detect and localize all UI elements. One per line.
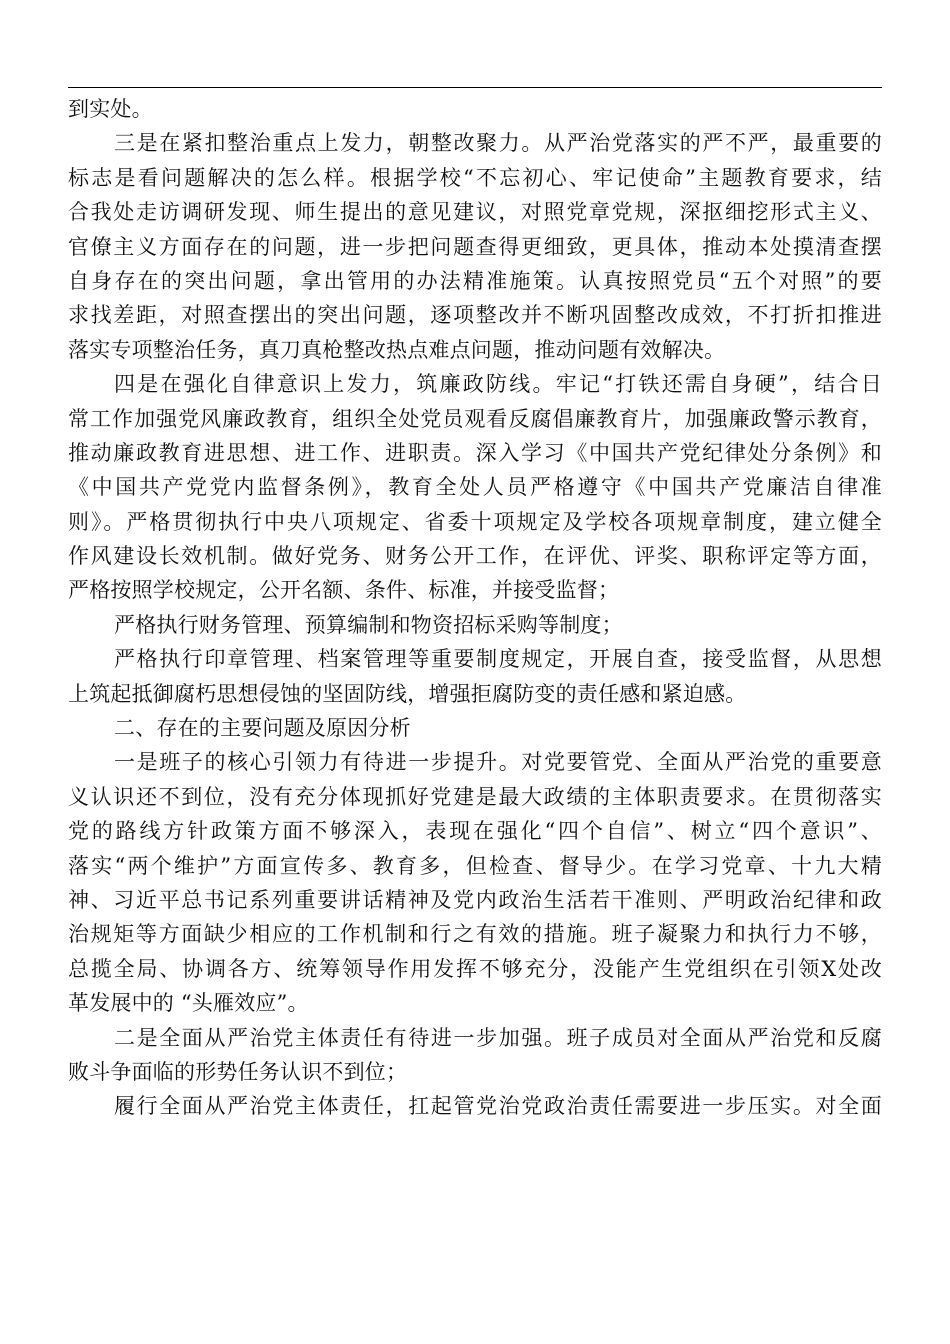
text-line: 履行全面从严治党主体责任，扛起管党治党政治责任需要进一步压实。对全面	[114, 1094, 882, 1119]
text-line: 求找差距，对照查摆出的突出问题，逐项整改并不断巩固整改成效，不打折扣推进	[68, 303, 882, 328]
text-line: 四是在强化自律意识上发力，筑廉政防线。牢记“打铁还需自身硬”，结合日	[114, 372, 882, 397]
text-line: 一是班子的核心引领力有待进一步提升。对党要管党、全面从严治党的重要意	[114, 750, 882, 775]
text-line: 败斗争面临的形势任务认识不到位；	[68, 1059, 408, 1084]
text-line: 三是在紧扣整治重点上发力，朝整改聚力。从严治党落实的严不严，最重要的	[114, 131, 882, 156]
text-line: 严格执行印章管理、档案管理等重要制度规定，开展自查，接受监督，从思想	[114, 647, 882, 672]
text-line: 神、习近平总书记系列重要讲话精神及党内政治生活若干准则、严明政治纪律和政	[68, 887, 882, 912]
text-line: 到实处。	[68, 97, 153, 121]
text-line: 严格执行财务管理、预算编制和物资招标采购等制度；	[114, 612, 623, 637]
text-line: 落实“两个维护”方面宣传多、教育多，但检查、督导少。在学习党章、十九大精	[68, 853, 882, 878]
text-line: 推动廉政教育进思想、进工作、进职责。深入学习《中国共产党纪律处分条例》和	[68, 440, 882, 465]
text-line: 官僚主义方面存在的问题，进一步把问题查得更细致，更具体，推动本处摸清查摆	[68, 234, 882, 259]
text-line: 则》。严格贯彻执行中央八项规定、省委十项规定及学校各项规章制度，建立健全	[68, 509, 882, 534]
text-line: 上筑起抵御腐朽思想侵蚀的坚固防线，增强拒腐防变的责任感和紧迫感。	[68, 681, 747, 706]
text-line: 落实专项整治任务，真刀真枪整改热点难点问题，推动问题有效解决。	[68, 337, 726, 362]
text-line: 治规矩等方面缺少相应的工作机制和行之有效的措施。班子凝聚力和执行力不够，	[68, 922, 882, 947]
text-line: 二、存在的主要问题及原因分析	[114, 716, 411, 741]
text-line: 自身存在的突出问题，拿出管用的办法精准施策。认真按照党员“五个对照”的要	[68, 268, 882, 293]
text-line: 义认识还不到位，没有充分体现抓好党建是最大政绩的主体职责要求。在贯彻落实	[68, 784, 882, 809]
text-line: 作风建设长效机制。做好党务、财务公开工作，在评优、评奖、职称评定等方面，	[68, 544, 882, 569]
text-line: 革发展中的 “头雁效应”。	[68, 991, 309, 1016]
text-line: 党的路线方针政策方面不够深入，表现在强化“四个自信”、树立“四个意识”、	[68, 819, 882, 844]
text-line: 二是全面从严治党主体责任有待进一步加强。班子成员对全面从严治党和反腐	[114, 1025, 882, 1050]
text-line: 标志是看问题解决的怎么样。根据学校“不忘初心、牢记使命”主题教育要求，结	[68, 165, 882, 190]
header-divider	[68, 87, 882, 88]
text-line: 合我处走访调研发现、师生提出的意见建议，对照党章党规，深抠细挖形式主义、	[68, 200, 882, 225]
text-line: 总揽全局、协调各方、统筹领导作用发挥不够充分，没能产生党组织在引领X处改	[68, 956, 882, 981]
text-line: 《中国共产党党内监督条例》，教育全处人员严格遵守《中国共产党廉洁自律准	[68, 475, 882, 500]
text-line: 严格按照学校规定，公开名额、条件、标准，并接受监督；	[68, 578, 620, 603]
document-body	[68, 92, 882, 1124]
text-line: 常工作加强党风廉政教育，组织全处党员观看反腐倡廉教育片，加强廉政警示教育，	[68, 406, 882, 431]
